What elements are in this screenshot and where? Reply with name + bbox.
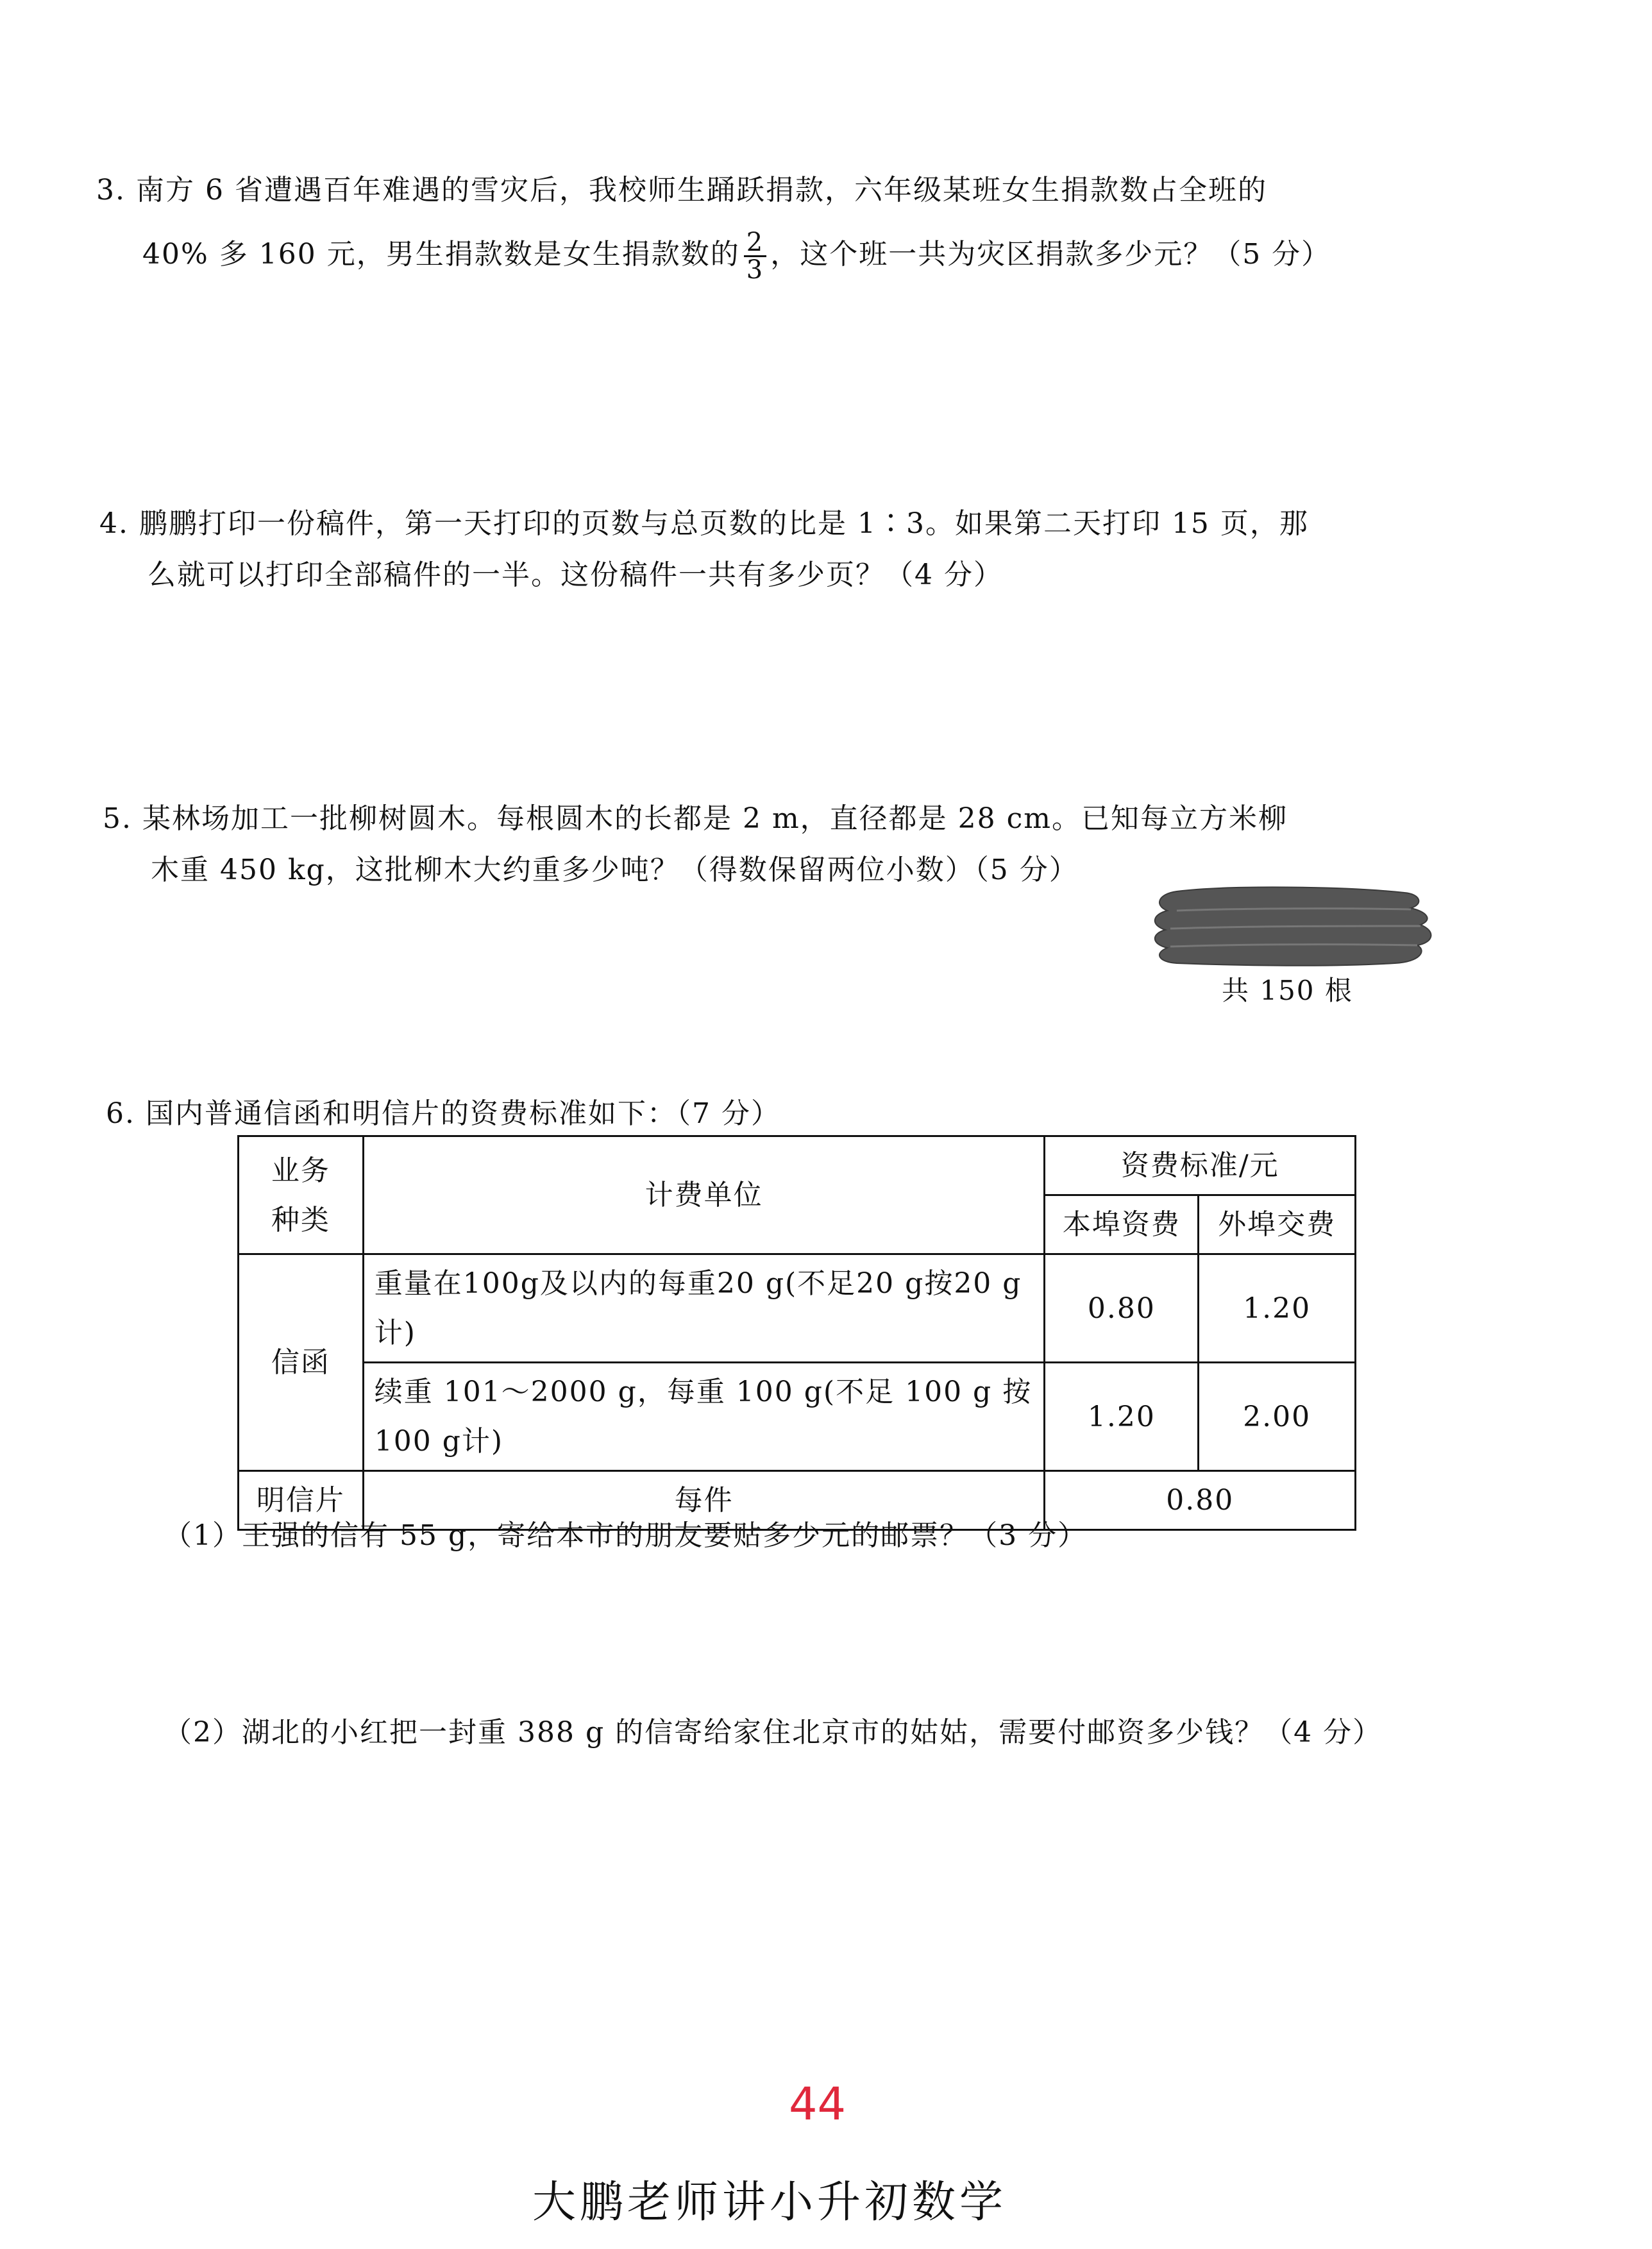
- q4-line2: [148, 552, 1003, 593]
- cell-postcard: 明信片: [239, 1471, 364, 1530]
- q3-text-2a: 40% 多 160 元，男生捐款数是女生捐款数的: [142, 238, 740, 271]
- q4-number: 4.: [99, 507, 129, 540]
- q6-number: 6.: [106, 1097, 135, 1130]
- cell-postcard-unit: 每件: [363, 1471, 1045, 1530]
- q3-line2: [142, 230, 1331, 283]
- q5-text-2: 木重 450 kg，这批柳木大约重多少吨？（得数保留两位小数）（5 分）: [151, 854, 1079, 886]
- cell-row2-unit: 续重 101～2000 g，每重 100 g(不足 100 g 按100 g计): [363, 1363, 1045, 1471]
- log-pile-image: [1151, 886, 1433, 966]
- header-local-fee: 本埠资费: [1045, 1195, 1199, 1254]
- cell-row2-remote: 2.00: [1199, 1363, 1356, 1471]
- q6-sub2: （2）湖北的小红把一封重 388 g 的信寄给家住北京市的姑姑，需要付邮资多少钱？（4 分）: [164, 1716, 1383, 1749]
- q6-sub1: （1）王强的信有 55 g，寄给本市的朋友要贴多少元的邮票？（3 分）: [164, 1519, 1088, 1552]
- table-row: [239, 1363, 1356, 1471]
- cell-row2-local: 1.20: [1045, 1363, 1199, 1471]
- q5-line2: [151, 847, 1079, 888]
- q5-number: 5.: [103, 802, 132, 835]
- fraction-denominator: 3: [746, 255, 764, 285]
- cell-letter: 信函: [239, 1254, 364, 1471]
- page-number: 44: [789, 2078, 847, 2130]
- q4-text-2: 么就可以打印全部稿件的一半。这份稿件一共有多少页？（4 分）: [148, 559, 1003, 591]
- header-remote-fee: 外埠交费: [1199, 1195, 1356, 1254]
- q3-line1: [96, 167, 1267, 208]
- postage-table: [237, 1135, 1356, 1531]
- q3-text-1: 南方 6 省遭遇百年难遇的雪灾后，我校师生踊跃捐款，六年级某班女生捐款数占全班的: [135, 174, 1267, 206]
- fraction-numerator: 2: [744, 230, 766, 257]
- header-billing-unit: 计费单位: [363, 1136, 1045, 1254]
- cell-postcard-fee: 0.80: [1045, 1471, 1356, 1530]
- header-fee-standard: 资费标准/元: [1045, 1136, 1356, 1195]
- q4-line1: [99, 500, 1309, 541]
- q5-caption: 共 150 根: [1222, 975, 1353, 1006]
- table-row: [239, 1254, 1356, 1363]
- q3-text-2b: ，这个班一共为灾区捐款多少元？（5 分）: [770, 238, 1331, 271]
- q5-text-1: 某林场加工一批柳树圆木。每根圆木的长都是 2 m，直径都是 28 cm。已知每立方米柳: [142, 802, 1288, 835]
- q3-fraction: [744, 230, 766, 283]
- q5-line1: [103, 795, 1288, 836]
- q4-text-1: 鹏鹏打印一份稿件，第一天打印的页数与总页数的比是 1∶3。如果第二天打印 15 页，那: [139, 507, 1309, 540]
- header-business-type: 业务 种类: [239, 1136, 364, 1254]
- cell-row1-remote: 1.20: [1199, 1254, 1356, 1363]
- cell-row1-unit: 重量在100g及以内的每重20 g(不足20 g按20 g计): [363, 1254, 1045, 1363]
- q6-line1: [106, 1090, 780, 1131]
- table-header-row-1: [239, 1136, 1356, 1195]
- q6-text-1: 国内普通信函和明信片的资费标准如下：（7 分）: [145, 1097, 780, 1130]
- footer-title: 大鹏老师讲小升初数学: [532, 2177, 1007, 2228]
- q3-number: 3.: [96, 174, 126, 206]
- cell-row1-local: 0.80: [1045, 1254, 1199, 1363]
